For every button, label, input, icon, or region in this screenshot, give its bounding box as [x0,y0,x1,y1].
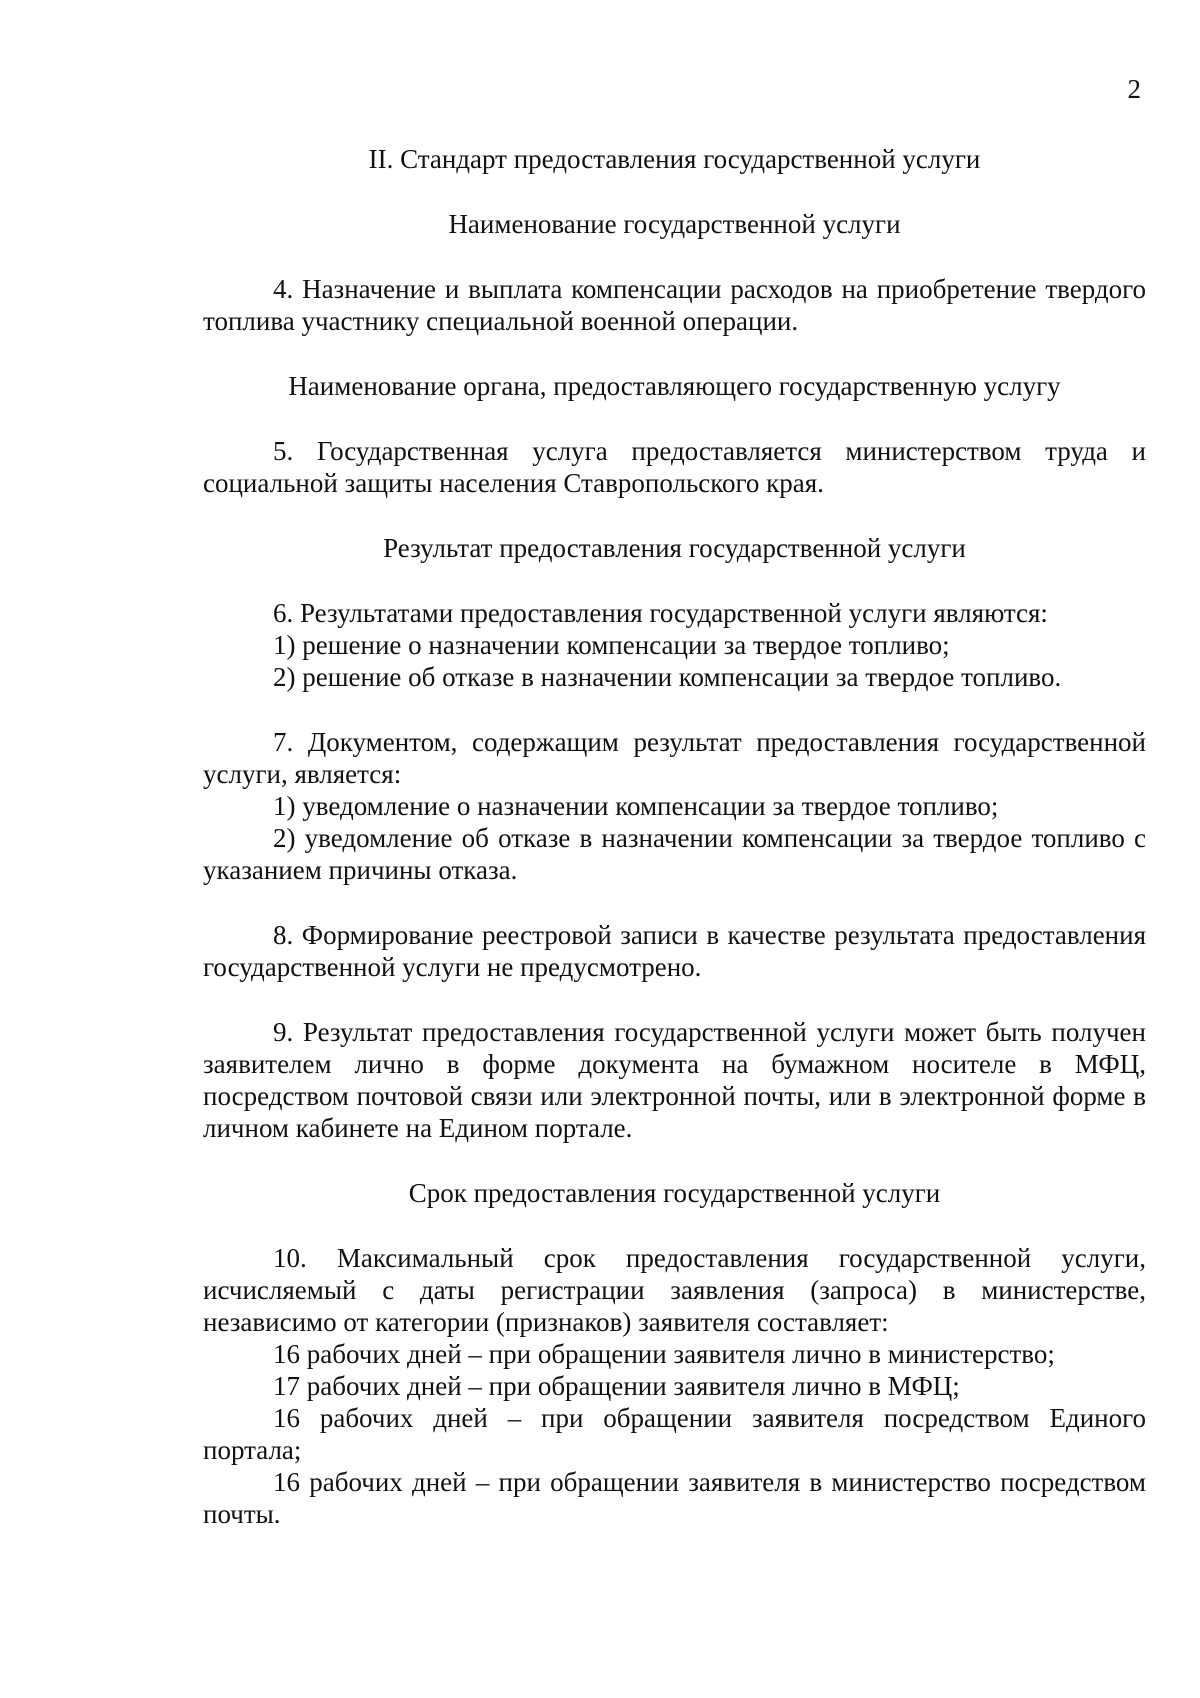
paragraph-7-item-2: 2) уведомление об отказе в назначении компенсации за твердое топливо с указанием причины отказа. [203,823,1146,885]
paragraph-10-item-4: 16 рабочих дней – при обращении заявителя в министерство посредством почты. [203,1467,1146,1529]
paragraph-7 [203,726,1146,886]
paragraph-7-item-1: 1) уведомление о назначении компенсации за твердое топливо; [273,791,999,821]
paragraph-6-lead: 6. Результатами предоставления государственной услуги являются: [273,598,1048,628]
subheading-service-name: Наименование государственной услуги [448,209,901,239]
paragraph-9: 9. Результат предоставления государственной услуги может быть получен заявителем лично в форме документа на бумажном носителе в МФЦ, посредством почтовой связи или электронной почты, или в электронной форме в личном кабинете на Едином портале. [203,1017,1146,1143]
document-content [203,143,1146,1530]
paragraph-7-lead: 7. Документом, содержащим результат предоставления государственной услуги, является: [203,727,1146,789]
paragraph-10-item-1: 16 рабочих дней – при обращении заявителя лично в министерство; [273,1339,1055,1369]
paragraph-6-item-1: 1) решение о назначении компенсации за твердое топливо; [273,630,950,660]
page-number: 2 [1127,74,1141,104]
paragraph-4: 4. Назначение и выплата компенсации расходов на приобретение твердого топлива участнику специальной военной операции. [203,274,1146,336]
paragraph-10-item-3: 16 рабочих дней – при обращении заявителя посредством Единого портала; [203,1403,1146,1465]
section-title: II. Стандарт предоставления государственной услуги [368,144,981,174]
subheading-authority: Наименование органа, предоставляющего государственную услугу [288,371,1061,401]
paragraph-5: 5. Государственная услуга предоставляется министерством труда и социальной защиты населения Ставропольского края. [203,436,1146,498]
paragraph-8: 8. Формирование реестровой записи в качестве результата предоставления государственной услуги не предусмотрено. [203,920,1146,982]
paragraph-6 [203,597,1146,693]
subheading-result: Результат предоставления государственной услуги [383,533,966,563]
paragraph-10-item-2: 17 рабочих дней – при обращении заявителя лично в МФЦ; [273,1371,960,1401]
paragraph-10 [203,1242,1146,1530]
paragraph-6-item-2: 2) решение об отказе в назначении компенсации за твердое топливо. [273,662,1062,692]
subheading-term: Срок предоставления государственной услуги [408,1178,941,1208]
paragraph-10-lead: 10. Максимальный срок предоставления государственной услуги, исчисляемый с даты регистрации заявления (запроса) в министерстве, независимо от категории (признаков) заявителя составляет: [203,1243,1146,1337]
